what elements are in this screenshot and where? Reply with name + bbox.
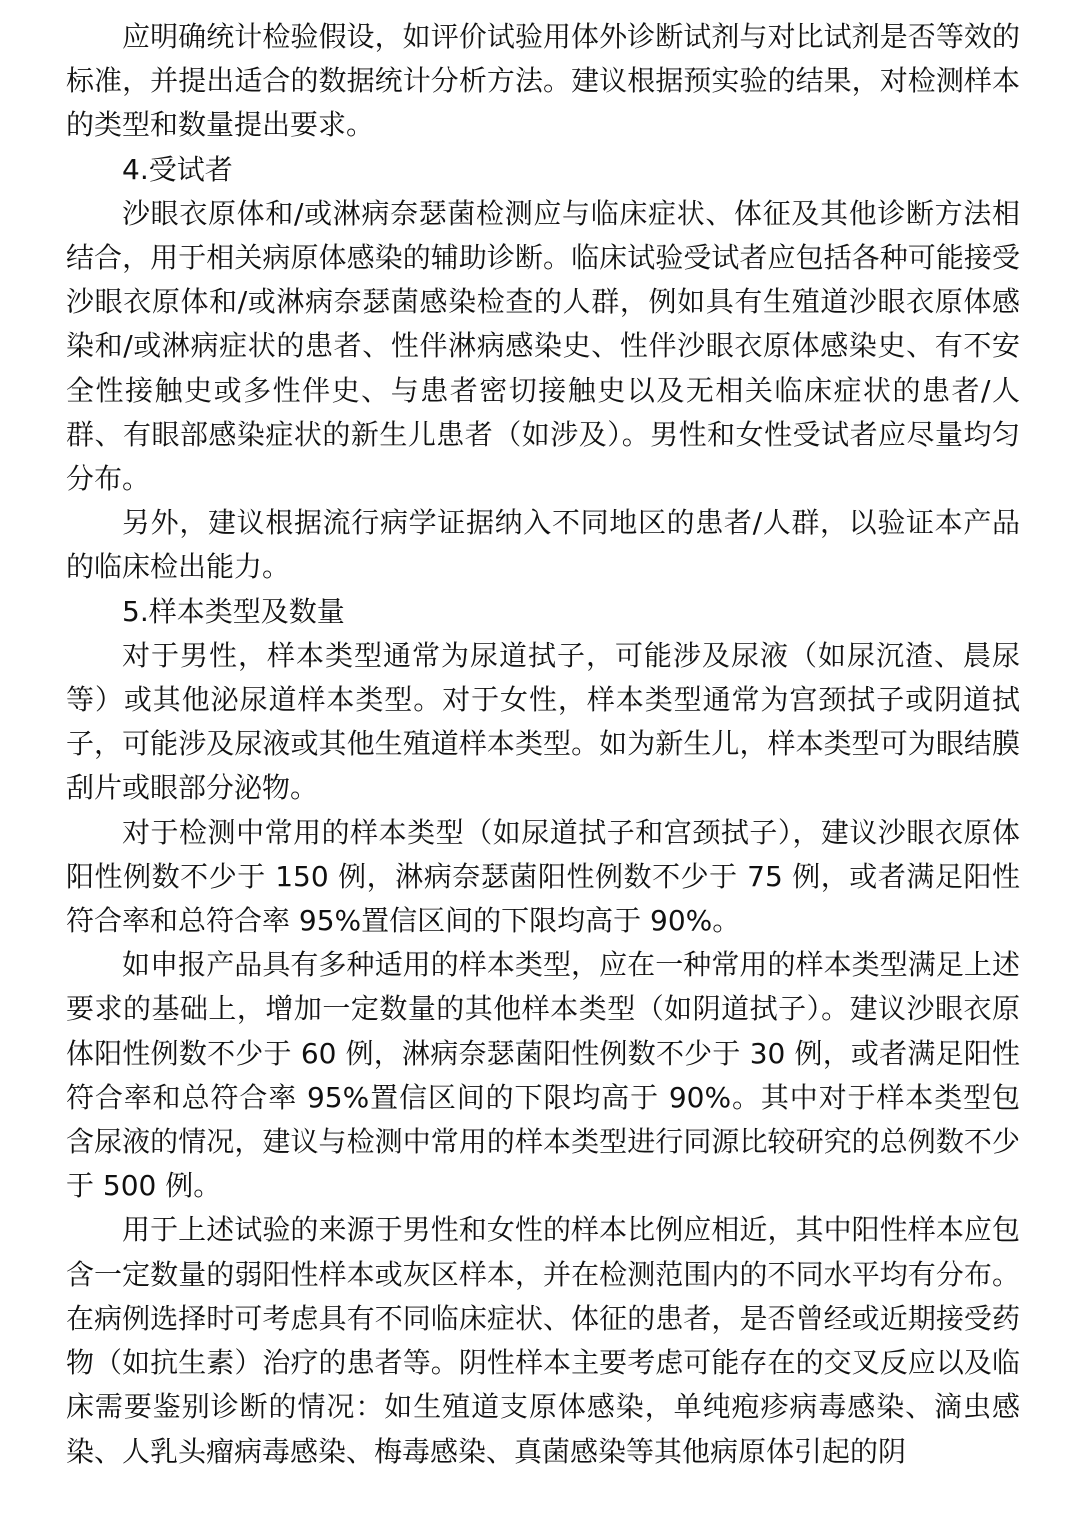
paragraph-other-sample-types: 如申报产品具有多种适用的样本类型，应在一种常用的样本类型满足上述要求的基础上，增加一定数量的其他样本类型（如阴道拭子）。建议沙眼衣原体阳性例数不少于 60 例，淋病奈瑟菌阳性例数不少于 30 例，或者满足阳性符合率和总符合率 95%置信区间的下限均高于 90%。其中对于样本类型包含尿液的情况，建议与检测中常用的样本类型进行同源比较研究的总例数不少于 500 例。 (66, 948, 1020, 1203)
paragraph-statistical-hypothesis: 应明确统计检验假设，如评价试验用体外诊断试剂与对比试剂是否等效的标准，并提出适合的数据统计分析方法。建议根据预实验的结果，对检测样本的类型和数量提出要求。 (66, 20, 1020, 142)
paragraph-sample-types-by-sex: 对于男性，样本类型通常为尿道拭子，可能涉及尿液（如尿沉渣、晨尿等）或其他泌尿道样本类型。对于女性，样本类型通常为宫颈拭子或阴道拭子，可能涉及尿液或其他生殖道样本类型。如为新生儿，样本类型可为眼结膜刮片或眼部分泌物。 (66, 638, 1020, 805)
heading-sample-types: 5.样本类型及数量 (122, 594, 345, 628)
paragraph-regions: 另外，建议根据流行病学证据纳入不同地区的患者/人群，以验证本产品的临床检出能力。 (66, 506, 1020, 584)
paragraph-common-sample-counts: 对于检测中常用的样本类型（如尿道拭子和宫颈拭子），建议沙眼衣原体阳性例数不少于 150 例，淋病奈瑟菌阳性例数不少于 75 例，或者满足阳性符合率和总符合率 95%置信区间的下限均高于 90%。 (66, 815, 1020, 938)
paragraph-subjects: 沙眼衣原体和/或淋病奈瑟菌检测应与临床症状、体征及其他诊断方法相结合，用于相关病原体感染的辅助诊断。临床试验受试者应包括各种可能接受沙眼衣原体和/或淋病奈瑟菌感染检查的人群，例如具有生殖道沙眼衣原体感染和/或淋病症状的患者、性伴淋病感染史、性伴沙眼衣原体感染史、有不安全性接触史或多性伴史、与患者密切接触史以及无相关临床症状的患者/人群、有眼部感染症状的新生儿患者（如涉及）。男性和女性受试者应尽量均匀分布。 (66, 196, 1020, 496)
heading-subjects: 4.受试者 (122, 152, 233, 186)
paragraph-sample-ratio: 用于上述试验的来源于男性和女性的样本比例应相近，其中阳性样本应包含一定数量的弱阳性样本或灰区样本，并在检测范围内的不同水平均有分布。在病例选择时可考虑具有不同临床症状、体征的患者，是否曾经或近期接受药物（如抗生素）治疗的患者等。阴性样本主要考虑可能存在的交叉反应以及临床需要鉴别诊断的情况：如生殖道支原体感染，单纯疱疹病毒感染、滴虫感染、人乳头瘤病毒感染、梅毒感染、真菌感染等其他病原体引起的阴 (66, 1213, 1020, 1468)
